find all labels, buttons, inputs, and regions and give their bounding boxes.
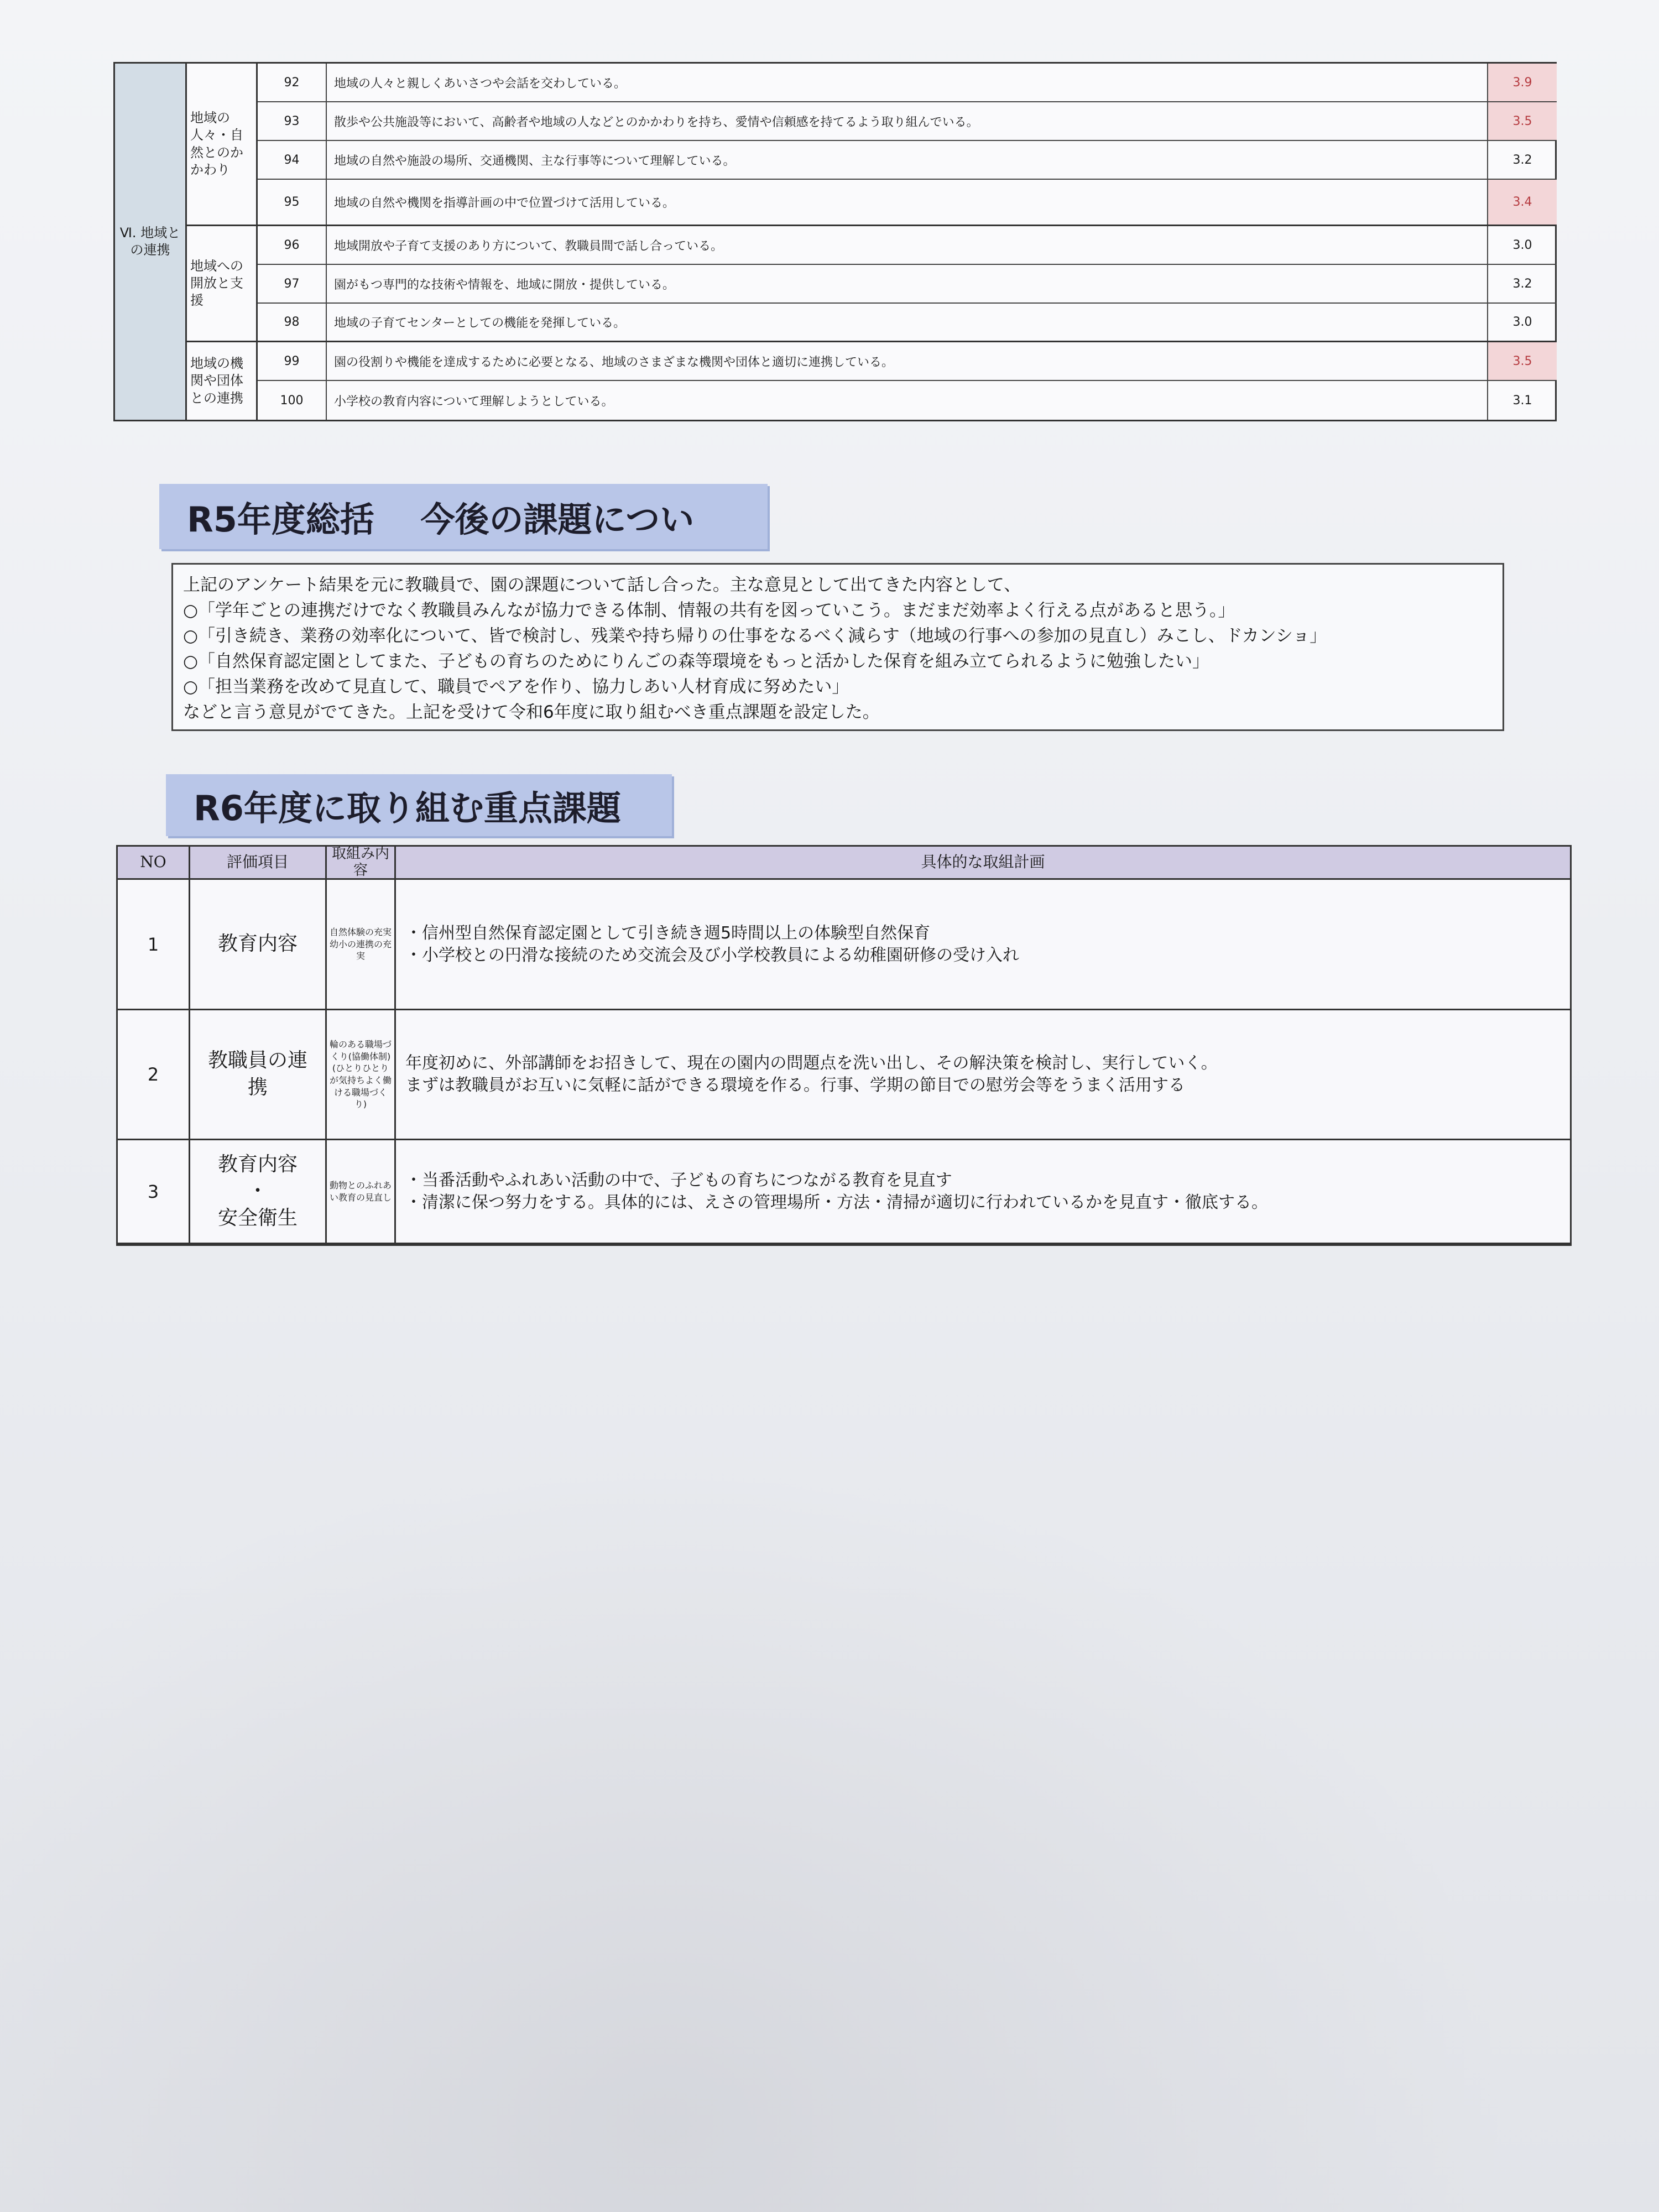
item-text: 園がもつ専門的な技術や情報を、地域に開放・提供している。 <box>334 278 675 292</box>
plan-item-line: 携 <box>247 1076 268 1099</box>
item-score: 3.5 <box>1487 102 1557 140</box>
item-text: 地域開放や子育て支援のあり方について、教職員間で話し合っている。 <box>334 239 723 253</box>
plan-detail <box>405 1010 1564 1139</box>
item-text: 地域の子育てセンターとしての機能を発揮している。 <box>334 316 626 330</box>
column-divider <box>394 847 396 1244</box>
header-item: 評価項目 <box>226 853 289 872</box>
item-score: 3.5 <box>1487 342 1557 380</box>
plan-item-line: 教育内容 <box>217 932 298 956</box>
plan-item-line: 教職員の連 <box>207 1049 307 1072</box>
plan-item <box>190 1010 325 1139</box>
plan-no: 1 <box>147 933 159 955</box>
plan-row <box>118 1140 1570 1244</box>
item-number: 93 <box>258 102 327 140</box>
plan-item <box>190 1140 325 1243</box>
item-number: 96 <box>258 226 327 264</box>
subcategory-cell: 地域への開放と支援 <box>187 226 258 342</box>
plan-row <box>118 880 1570 1010</box>
item-number: 98 <box>258 304 327 341</box>
survey-row <box>258 304 1557 342</box>
subcategory-cell: 地域の人々・自然とのかかわり <box>187 64 258 226</box>
header-plan: 具体的な取組計画 <box>921 853 1045 872</box>
item-number: 100 <box>258 381 327 420</box>
item-number: 92 <box>258 64 327 101</box>
plan-no: 3 <box>147 1181 159 1202</box>
item-number: 95 <box>258 180 327 225</box>
paper-shadow <box>0 1327 1659 2212</box>
plan-no: 2 <box>147 1064 159 1085</box>
summary-line: ○「学年ごとの連携だけでなく教職員みんなが協力できる体制、情報の共有を図っていこう。まだまだ効率よく行える点があると思う。」 <box>183 601 1235 620</box>
item-number: 99 <box>258 342 327 380</box>
plan-detail <box>405 1140 1564 1243</box>
survey-row <box>258 381 1557 420</box>
header-no: NO <box>140 853 166 872</box>
item-score: 3.2 <box>1487 265 1557 302</box>
plan-detail-line: ・小学校との円滑な接続のため交流会及び小学校教員による幼稚園研修の受け入れ <box>405 945 1019 965</box>
plan-item-line: 教育内容 <box>217 1152 298 1176</box>
survey-row <box>258 342 1557 381</box>
plan-content: 輪のある職場づくり(協働体制)(ひとりひとりが気持ちよく働ける職場づくり) <box>329 1039 392 1110</box>
subcategory-cell: 地域の機関や団体との連携 <box>187 342 258 420</box>
item-text: 地域の人々と親しくあいさつや会話を交わしている。 <box>334 76 627 91</box>
item-score: 3.0 <box>1487 226 1557 264</box>
plan-item-line: 安全衛生 <box>217 1206 298 1229</box>
plan-table-header <box>118 847 1570 880</box>
plan-detail-line: ・清潔に保つ努力をする。具体的には、えさの管理場所・方法・清掃が適切に行われているかを見直す・徹底する。 <box>405 1192 1268 1212</box>
summary-heading: R5年度総括 今後の課題につい <box>159 484 768 549</box>
column-divider <box>325 847 327 1244</box>
item-text: 散歩や公共施設等において、高齢者や地域の人などとのかかわりを持ち、愛情や信頼感を持てるよう取り組んでいる。 <box>334 115 979 129</box>
item-text: 小学校の教育内容について理解しようとしている。 <box>334 394 614 409</box>
plan-row <box>118 1010 1570 1140</box>
survey-row <box>258 226 1557 265</box>
plan-detail-line: ・信州型自然保育認定園として引き続き週5時間以上の体験型自然保育 <box>405 923 931 943</box>
survey-row <box>258 265 1557 304</box>
item-score: 3.9 <box>1487 64 1557 101</box>
plan-detail-line: まずは教職員がお互いに気軽に話ができる環境を作る。行事、学期の節目での慰労会等をうまく活用する <box>405 1076 1185 1095</box>
survey-row <box>258 64 1557 102</box>
plan-item <box>190 880 325 1009</box>
plan-content: 自然体験の充実 幼小の連携の充実 <box>329 927 392 962</box>
summary-box <box>171 563 1504 731</box>
summary-line: などと言う意見がでてきた。上記を受けて令和6年度に取り組むべき重点課題を設定した。 <box>183 702 880 722</box>
summary-line: 上記のアンケート結果を元に教職員で、園の課題について話し合った。主な意見として出てきた内容として、 <box>183 575 1021 595</box>
plan-content: 動物とのふれあい教育の見直し <box>329 1180 392 1203</box>
summary-line: ○「自然保育認定園としてまた、子どもの育ちのためにりんごの森等環境をもっと活かした保育を組み立てられるように勉強したい」 <box>183 651 1210 671</box>
plan-item-line: ・ <box>247 1180 268 1203</box>
survey-row <box>258 180 1557 226</box>
item-score: 3.0 <box>1487 304 1557 341</box>
survey-row <box>258 141 1557 180</box>
item-text: 園の役割りや機能を達成するために必要となる、地域のさまざまな機関や団体と適切に連携している。 <box>334 355 894 369</box>
column-divider <box>189 847 190 1244</box>
plan-heading: R6年度に取り組む重点課題 <box>166 774 672 836</box>
summary-line: ○「引き続き、業務の効率化について、皆で検討し、残業や持ち帰りの仕事をなるべく減らす（地域の行事への参加の見直し）みこし、ドカンショ」 <box>183 626 1327 646</box>
header-content: 取組み内容 <box>331 845 389 879</box>
plan-detail <box>405 880 1564 1009</box>
item-number: 94 <box>258 141 327 179</box>
item-text: 地域の自然や機関を指導計画の中で位置づけて活用している。 <box>334 196 675 210</box>
survey-row <box>258 102 1557 141</box>
item-score: 3.4 <box>1487 180 1557 225</box>
plan-detail-line: 年度初めに、外部講師をお招きして、現在の園内の問題点を洗い出し、その解決策を検討し、実行していく。 <box>405 1053 1218 1073</box>
survey-table <box>113 62 1557 421</box>
item-text: 地域の自然や施設の場所、交通機関、主な行事等について理解している。 <box>334 154 735 168</box>
summary-line: ○「担当業務を改めて見直して、職員でペアを作り、協力しあい人材育成に努めたい」 <box>183 677 849 697</box>
plan-detail-line: ・当番活動やふれあい活動の中で、子どもの育ちにつながる教育を見直す <box>405 1170 952 1190</box>
item-number: 97 <box>258 265 327 302</box>
main-category-cell: Ⅵ. 地域との連携 <box>115 64 187 420</box>
item-score: 3.2 <box>1487 141 1557 179</box>
plan-table <box>116 845 1572 1246</box>
item-score: 3.1 <box>1487 381 1557 420</box>
